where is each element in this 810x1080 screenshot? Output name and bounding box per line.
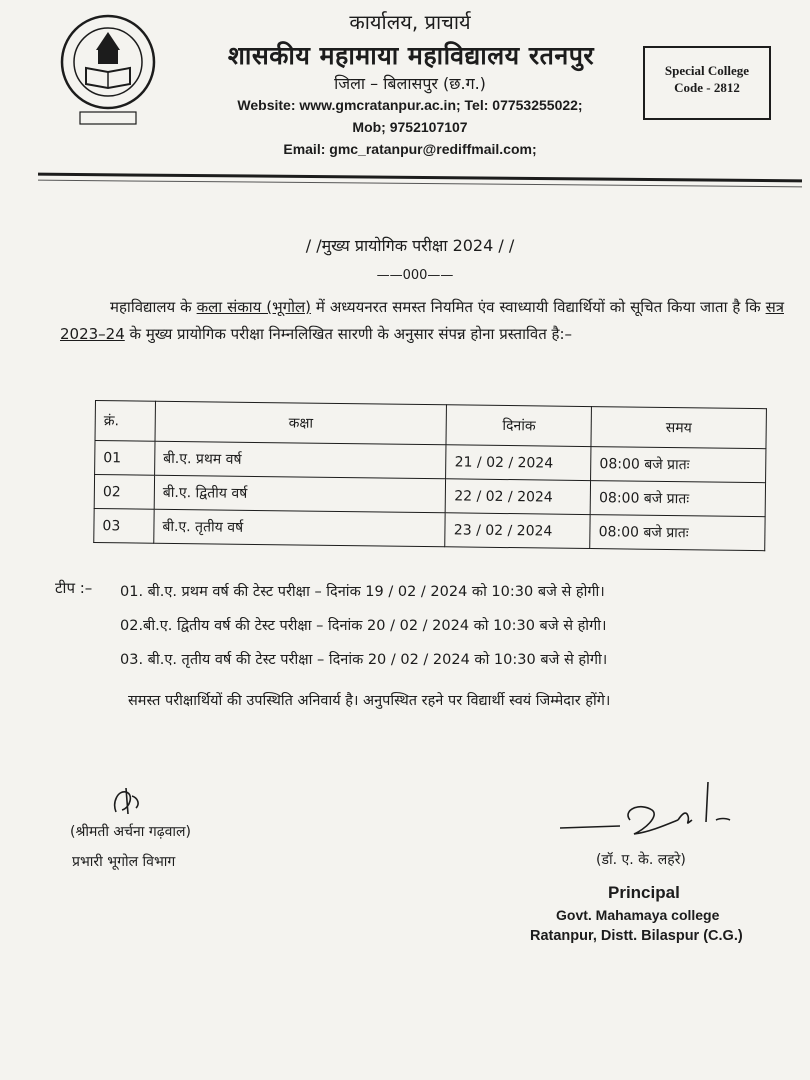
principal-address: Ratanpur, Distt. Bilaspur (C.G.) xyxy=(530,928,743,944)
col-header-class: कक्षा xyxy=(155,401,447,445)
principal-signature-icon xyxy=(560,780,740,860)
college-logo-icon xyxy=(56,10,160,130)
contact-mobile: Mob; 9752107107 xyxy=(352,119,468,135)
cell-date: 22 / 02 / 2024 xyxy=(446,479,591,515)
faculty-text: कला संकाय (भूगोल) xyxy=(196,298,312,316)
notice-paragraph xyxy=(60,294,784,348)
cell-time: 08:00 बजे प्रातः xyxy=(591,447,766,483)
cell-time: 08:00 बजे प्रातः xyxy=(590,515,765,551)
cell-date: 21 / 02 / 2024 xyxy=(446,445,591,481)
cell-serial: 03 xyxy=(94,508,154,543)
hod-name: (श्रीमती अर्चना गढ़वाल) xyxy=(70,824,191,840)
col-header-serial: क्रं. xyxy=(95,401,155,442)
note-item: 02.बी.ए. द्वितीय वर्ष की टेस्ट परीक्षा – दिनांक 20 / 02 / 2024 को 10:30 बजे से होगी। xyxy=(120,618,607,634)
college-name: शासकीय महामाया महाविद्यालय रतनपुर xyxy=(227,41,595,70)
note-item: 01. बी.ए. प्रथम वर्ष की टेस्ट परीक्षा – दिनांक 19 / 02 / 2024 को 10:30 बजे से होगी। xyxy=(120,584,605,600)
hod-signature-icon xyxy=(108,784,148,820)
principal-name: (डॉ. ए. के. लहरे) xyxy=(596,852,686,868)
cell-class: बी.ए. तृतीय वर्ष xyxy=(154,509,446,547)
cell-time: 08:00 बजे प्रातः xyxy=(590,481,765,517)
contact-email: Email: gmc_ratanpur@rediffmail.com; xyxy=(283,141,537,157)
principal-title: Principal xyxy=(608,883,680,902)
cell-class: बी.ए. द्वितीय वर्ष xyxy=(154,475,446,513)
notice-title: / /मुख्य प्रायोगिक परीक्षा 2024 / / xyxy=(305,236,515,255)
college-code-box xyxy=(643,46,771,120)
note-label: टीप :– xyxy=(55,579,93,597)
title-divider: ——000—— xyxy=(376,268,454,283)
cell-serial: 02 xyxy=(94,475,154,510)
office-heading: कार्यालय, प्राचार्य xyxy=(349,10,471,34)
table-row xyxy=(94,508,765,550)
col-header-time: समय xyxy=(591,407,766,449)
col-header-date: दिनांक xyxy=(446,405,591,447)
district-line: जिला – बिलासपुर (छ.ग.) xyxy=(334,74,486,93)
principal-college: Govt. Mahamaya college xyxy=(556,907,720,923)
code-box-line1: Special College xyxy=(664,63,750,78)
contact-block xyxy=(190,94,630,160)
cell-serial: 01 xyxy=(95,441,155,476)
note-item: 03. बी.ए. तृतीय वर्ष की टेस्ट परीक्षा – दिनांक 20 / 02 / 2024 को 10:30 बजे से होगी। xyxy=(120,652,608,668)
session-text: सत्र 2023–24 xyxy=(60,298,784,343)
cell-class: बी.ए. प्रथम वर्ष xyxy=(155,441,447,479)
contact-website-tel: Website: www.gmcratanpur.ac.in; Tel: 07753255022; xyxy=(237,97,583,113)
note-attendance: समस्त परीक्षार्थियों की उपस्थिति अनिवार्य है। अनुपस्थित रहने पर विद्यार्थी स्वयं जिम्मेदार होंगे। xyxy=(128,693,611,709)
hod-title: प्रभारी भूगोल विभाग xyxy=(72,854,176,870)
cell-date: 23 / 02 / 2024 xyxy=(445,513,590,549)
paragraph-text-3: के मुख्य प्रायोगिक परीक्षा निम्नलिखित सारणी के अनुसार संपन्न होना प्रस्तावित है:– xyxy=(124,325,573,343)
code-box-line2: Code - 2812 xyxy=(674,80,740,95)
exam-schedule-table xyxy=(93,400,767,551)
paragraph-text-1: महाविद्यालय के xyxy=(110,298,197,316)
paragraph-text-2: में अध्ययनरत समस्त नियमित एंव स्वाध्यायी विद्यार्थियों को सूचित किया जाता है कि xyxy=(311,298,766,316)
